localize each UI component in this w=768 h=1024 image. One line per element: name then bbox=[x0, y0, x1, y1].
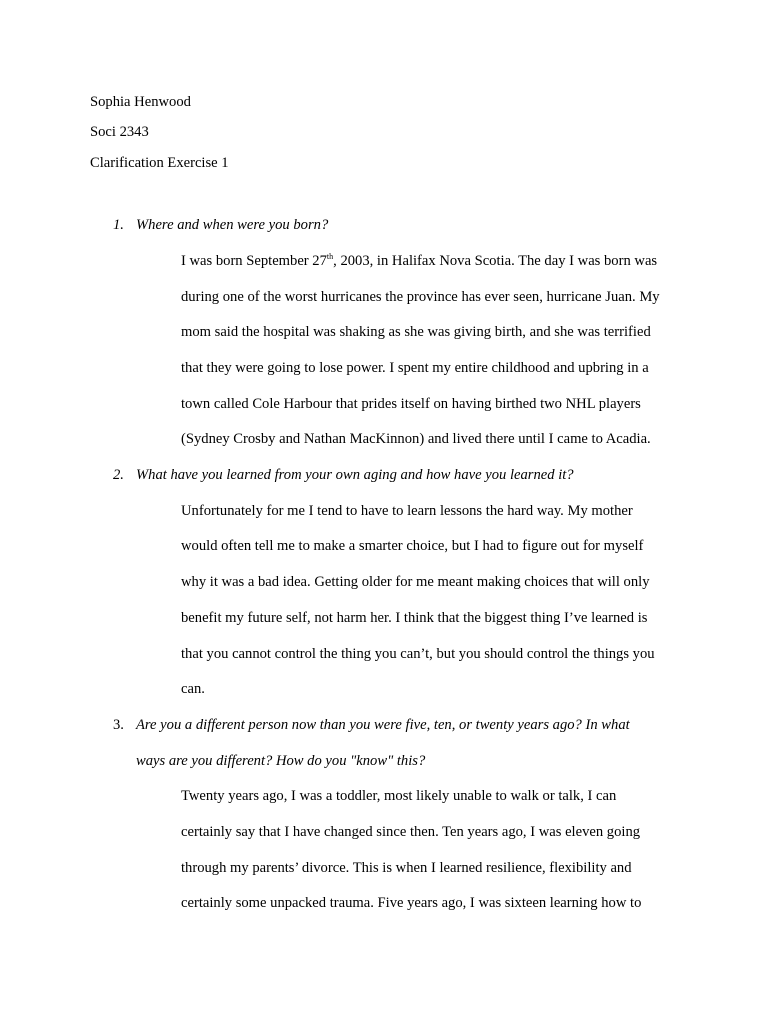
answer-2-line-2: would often tell me to make a smarter choice, but I had to figure out for myself bbox=[181, 538, 644, 554]
answer-2-line-5: that you cannot control the thing you can’t, but you should control the things you bbox=[181, 646, 655, 662]
answer-1-line-4: that they were going to lose power. I spent my entire childhood and upbring in a bbox=[181, 360, 649, 376]
question-3-text-line-2: ways are you different? How do you "know" this? bbox=[136, 753, 426, 769]
answer-3-line-4: certainly some unpacked trauma. Five years ago, I was sixteen learning how to bbox=[181, 895, 642, 911]
course-code: Soci 2343 bbox=[90, 124, 149, 140]
question-3-text-line-1: Are you a different person now than you were five, ten, or twenty years ago? In what bbox=[136, 717, 630, 733]
answer-1-line-3: mom said the hospital was shaking as she was giving birth, and she was terrified bbox=[181, 324, 651, 340]
answer-2-line-3: why it was a bad idea. Getting older for me meant making choices that will only bbox=[181, 574, 650, 590]
question-1-text: Where and when were you born? bbox=[136, 217, 329, 233]
answer-3-line-3: through my parents’ divorce. This is when I learned resilience, flexibility and bbox=[181, 860, 632, 876]
answer-1-line-2: during one of the worst hurricanes the province has ever seen, hurricane Juan. My bbox=[181, 289, 660, 305]
question-2-text: What have you learned from your own aging and how have you learned it? bbox=[136, 467, 574, 483]
question-2-number: 2. bbox=[113, 467, 124, 483]
question-1-number: 1. bbox=[113, 217, 124, 233]
answer-2-line-4: benefit my future self, not harm her. I think that the biggest thing I’ve learned is bbox=[181, 610, 648, 626]
answer-1-line-6: (Sydney Crosby and Nathan MacKinnon) and lived there until I came to Acadia. bbox=[181, 431, 651, 447]
assignment-title: Clarification Exercise 1 bbox=[90, 155, 229, 171]
question-3-number: 3. bbox=[113, 717, 124, 733]
answer-1-line-5: town called Cole Harbour that prides itself on having birthed two NHL players bbox=[181, 396, 641, 412]
answer-3-line-1: Twenty years ago, I was a toddler, most likely unable to walk or talk, I can bbox=[181, 788, 617, 804]
author-name: Sophia Henwood bbox=[90, 94, 191, 110]
answer-3-line-2: certainly say that I have changed since then. Ten years ago, I was eleven going bbox=[181, 824, 641, 840]
answer-1-line-1: I was born September 27th, 2003, in Halifax Nova Scotia. The day I was born was bbox=[181, 252, 658, 269]
answer-2-line-6: can. bbox=[181, 681, 205, 697]
answer-2-line-1: Unfortunately for me I tend to have to learn lessons the hard way. My mother bbox=[181, 503, 633, 519]
